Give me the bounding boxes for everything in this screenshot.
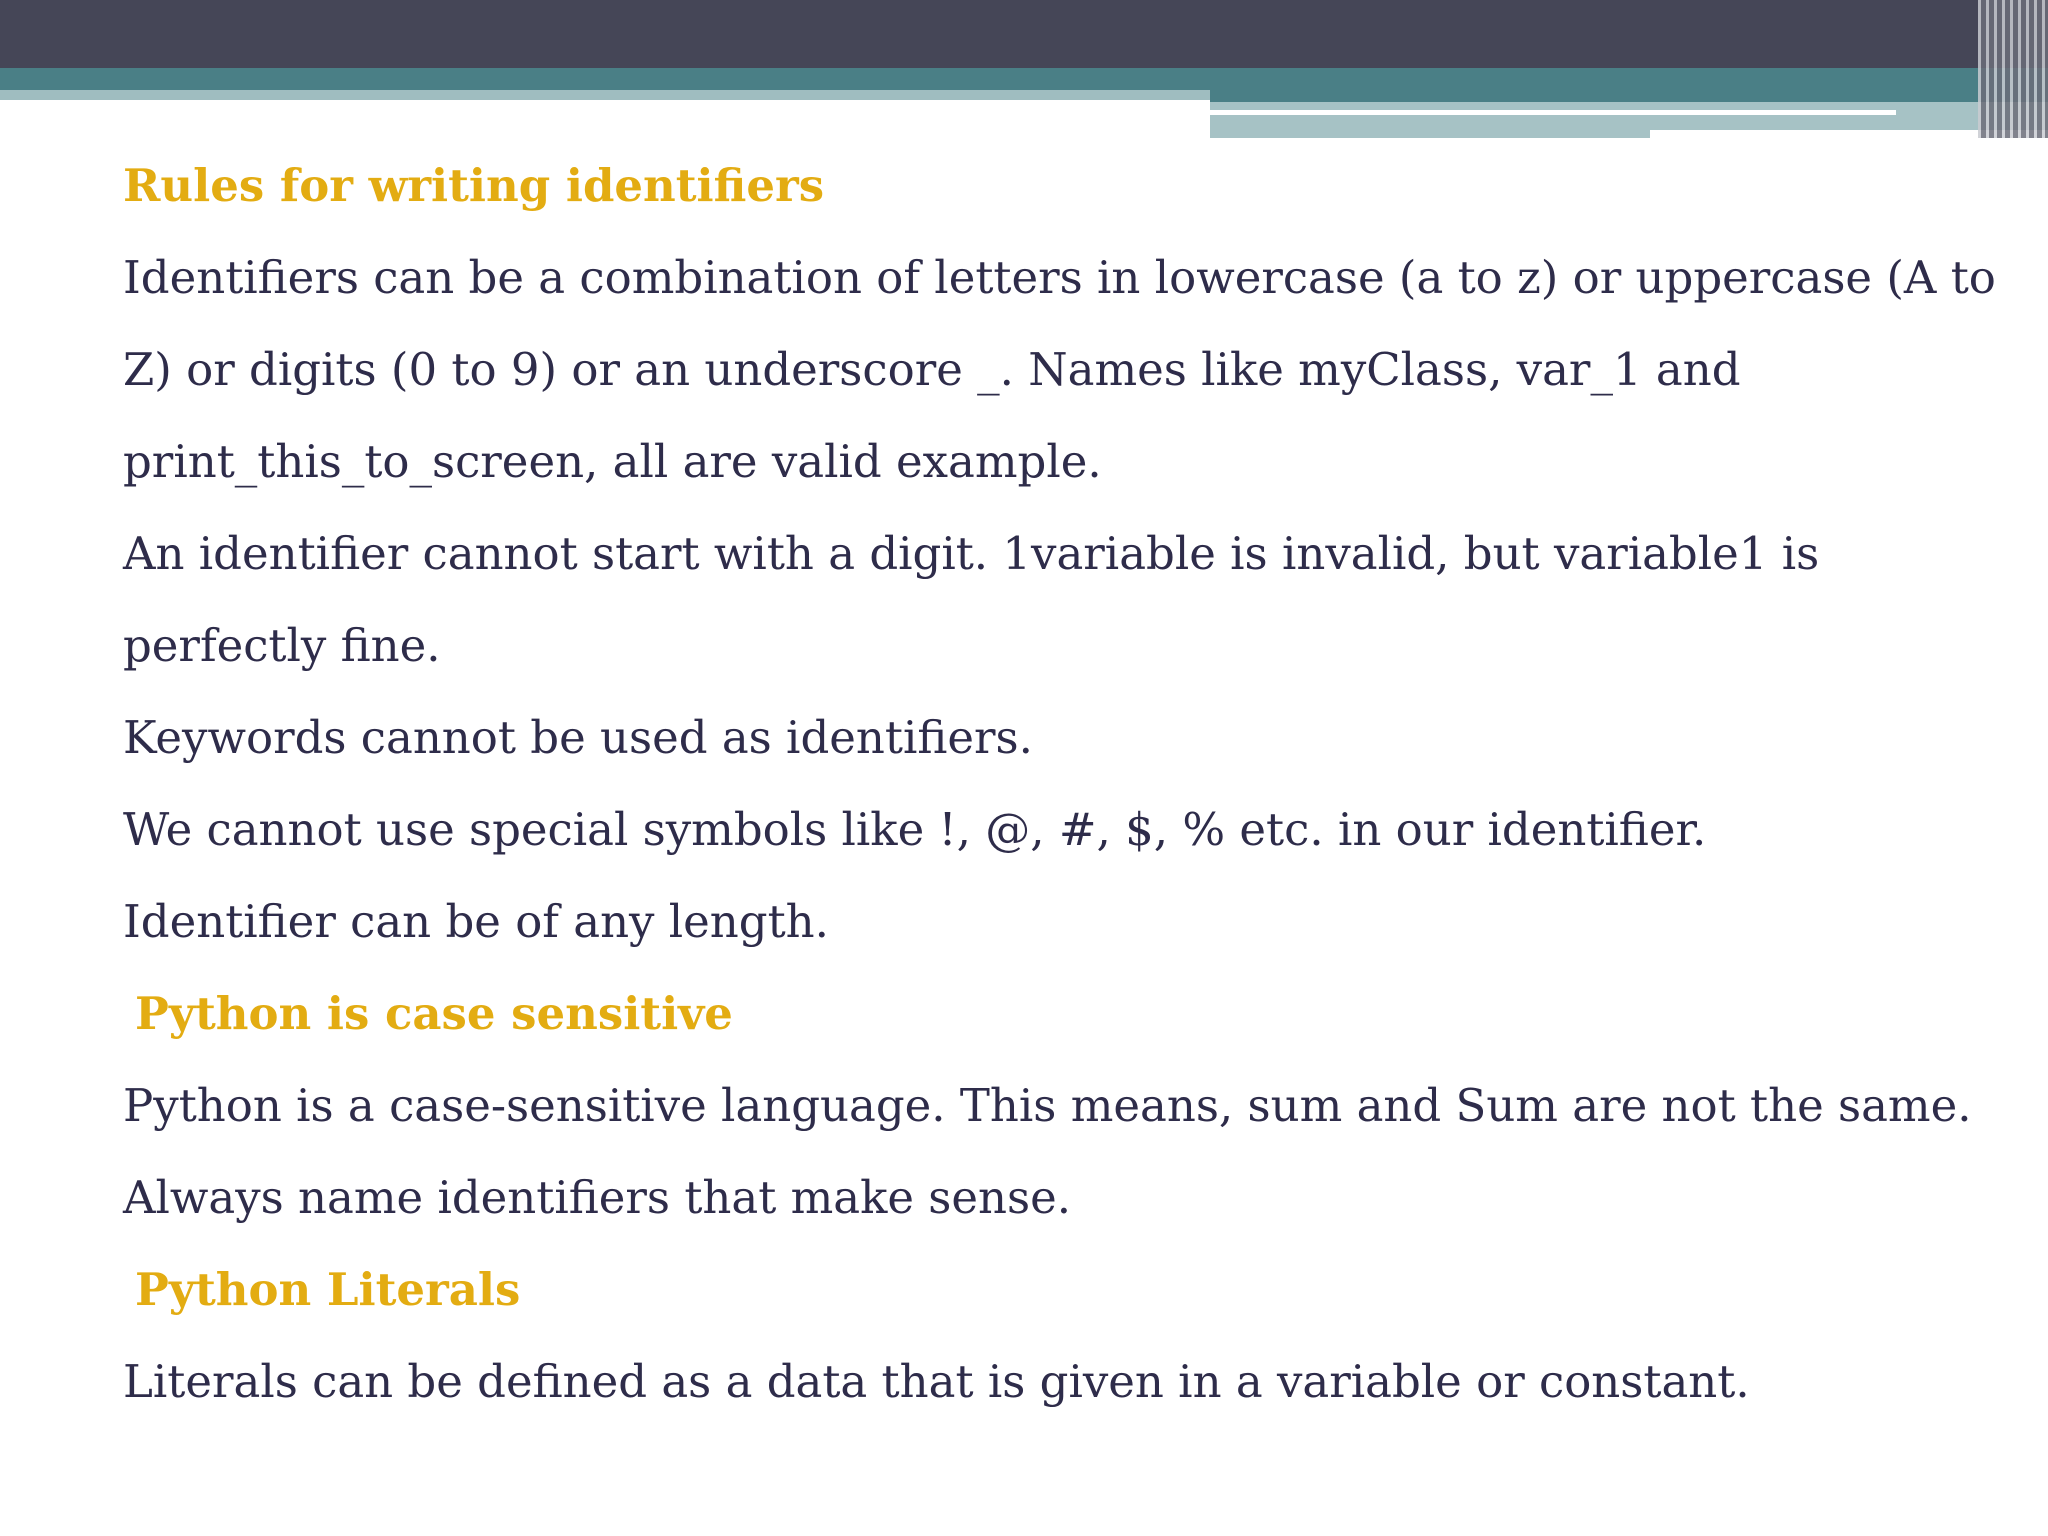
section-heading: Python is case sensitive (135, 987, 733, 1040)
body-paragraph: Keywords cannot be used as identifiers. (123, 711, 1033, 764)
header-teal-thin-bar (0, 90, 1210, 100)
slide-content (123, 140, 2003, 1428)
body-paragraph: An identifier cannot start with a digit. 1variable is invalid, but variable1 is perfectly fine. (123, 527, 1820, 672)
header-edge-stripes (1978, 0, 2048, 138)
body-paragraph: Literals can be defined as a data that is given in a variable or constant. (123, 1355, 1750, 1408)
header-white-line (1210, 110, 1896, 115)
section-heading: Rules for writing identifiers (123, 159, 825, 212)
header-teal-right-bar (1210, 68, 2048, 102)
section-heading: Python Literals (135, 1263, 521, 1316)
body-paragraph: Identifier can be of any length. (123, 895, 829, 948)
body-paragraph: Python is a case-sensitive language. This means, sum and Sum are not the same. (123, 1079, 1972, 1132)
header-teal-bar (0, 68, 1210, 90)
header-dark-bar (0, 0, 2048, 68)
body-paragraph: Identifiers can be a combination of letters in lowercase (a to z) or uppercase (A to Z) or digits (0 to 9) or an underscore _. Names like myClass, var_1 and print_this_to_screen, all are valid example. (123, 251, 1996, 488)
body-paragraph: We cannot use special symbols like !, @, #, $, % etc. in our identifier. (123, 803, 1707, 856)
body-paragraph: Always name identifiers that make sense. (123, 1171, 1072, 1224)
